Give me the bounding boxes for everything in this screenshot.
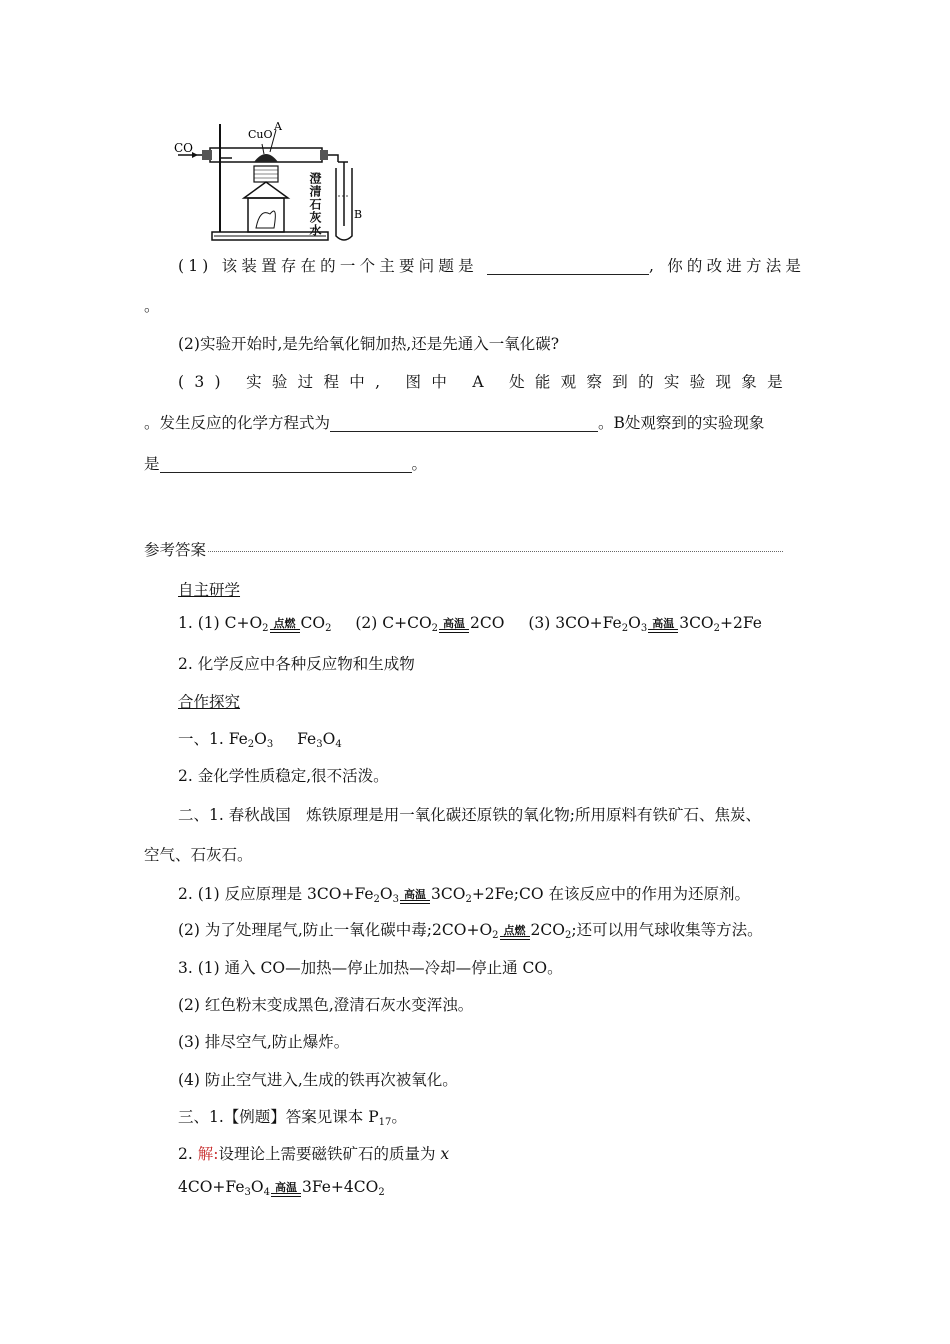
- answer-line-15: $4CO+Fe_3O_4$ 高温 $3Fe+4CO_2$: [178, 1178, 385, 1198]
- answer-line-14: 2. 解:设理论上需要磁铁矿石的质量为 x: [178, 1145, 450, 1163]
- condition-high-temp-3: 高温: [400, 889, 430, 904]
- question-3-text-c: 是: [144, 455, 160, 473]
- answer-line-5: 二、1. 春秋战国 炼铁原理是用一氧化碳还原铁的氧化物;所用原料有铁矿石、焦炭、: [178, 806, 761, 824]
- question-2: (2)实验开始时,是先给氧化铜加热,还是先通入一氧化碳?: [178, 335, 560, 353]
- answer-blank-1[interactable]: [487, 256, 649, 275]
- condition-high-temp: 高温: [439, 618, 469, 633]
- condition-ignite: 点燃: [270, 618, 300, 633]
- label-a: A: [274, 120, 282, 133]
- question-3-line3: [144, 452, 427, 474]
- question-3-line2: [144, 411, 764, 433]
- question-1-end: 。: [144, 297, 160, 315]
- section-self-study: 自主研学: [178, 581, 241, 599]
- answer-line-9: 3. (1) 通入 CO—加热—停止加热—冷却—停止通 CO。: [178, 959, 563, 977]
- cuo-label: CuO: [248, 128, 273, 141]
- answer-blank-b[interactable]: [160, 454, 412, 473]
- condition-ignite-2: 点燃: [500, 925, 530, 940]
- dotted-divider: [208, 551, 783, 552]
- label-b: B: [354, 208, 363, 221]
- solution-label: 解:: [197, 1145, 219, 1163]
- question-3-text-d: 。: [411, 455, 428, 473]
- section-cooperative: 合作探究: [178, 693, 241, 711]
- answer-line-2: 2. 化学反应中各种反应物和生成物: [178, 655, 415, 673]
- question-1-line: [178, 254, 805, 276]
- question-3-line1: (3) 实验过程中, 图中 A 处能观察到的实验现象是: [178, 373, 793, 391]
- answers-header-text: 参考答案: [144, 541, 207, 559]
- answer-line-12: (4) 防止空气进入,生成的铁再次被氧化。: [178, 1071, 458, 1089]
- answer-line-3: 一、1. $Fe_2O_3$ $Fe_3O_4$: [178, 730, 342, 750]
- answer-line-13: 三、1.【例题】答案见课本 $P_{17}$。: [178, 1108, 407, 1128]
- question-3-text-b: 。B处观察到的实验现象: [598, 414, 765, 432]
- apparatus-diagram: [170, 118, 370, 248]
- limewater-label: 澄清石灰水: [308, 172, 322, 237]
- answer-line-10: (2) 红色粉末变成黑色,澄清石灰水变浑浊。: [178, 996, 474, 1014]
- condition-high-temp-4: 高温: [271, 1182, 301, 1197]
- answer-line-11: (3) 排尽空气,防止爆炸。: [178, 1033, 350, 1051]
- answer-line-1: 1. (1) $C+O_2$ 点燃 $CO_2$ (2) $C+CO_2$ 高温 2CO (3) $3CO+Fe_2O_3$ 高温 $3CO_2+2Fe$: [178, 614, 762, 634]
- question-1-text: (1) 该装置存在的一个主要问题是: [178, 257, 478, 275]
- answer-blank-equation[interactable]: [330, 413, 598, 432]
- answer-line-6: 空气、石灰石。: [144, 846, 253, 864]
- answer-line-4: 2. 金化学性质稳定,很不活泼。: [178, 767, 389, 785]
- answer-line-8: (2) 为了处理尾气,防止一氧化碳中毒$;2CO+O_2$ 点燃 $2CO_2$;还可以用气球收集等方法。: [178, 921, 763, 941]
- question-1-text-2: , 你的改进方法是: [648, 257, 806, 275]
- condition-high-temp-2: 高温: [648, 618, 678, 633]
- answer-line-7: 2. (1) 反应原理是 $3CO+Fe_2O_3$ 高温 $3CO_2+2Fe;CO$ 在该反应中的作用为还原剂。: [178, 885, 750, 905]
- question-3-text-a: 。发生反应的化学方程式为: [144, 414, 331, 432]
- answers-header: [144, 538, 783, 560]
- co-label: CO: [174, 141, 194, 155]
